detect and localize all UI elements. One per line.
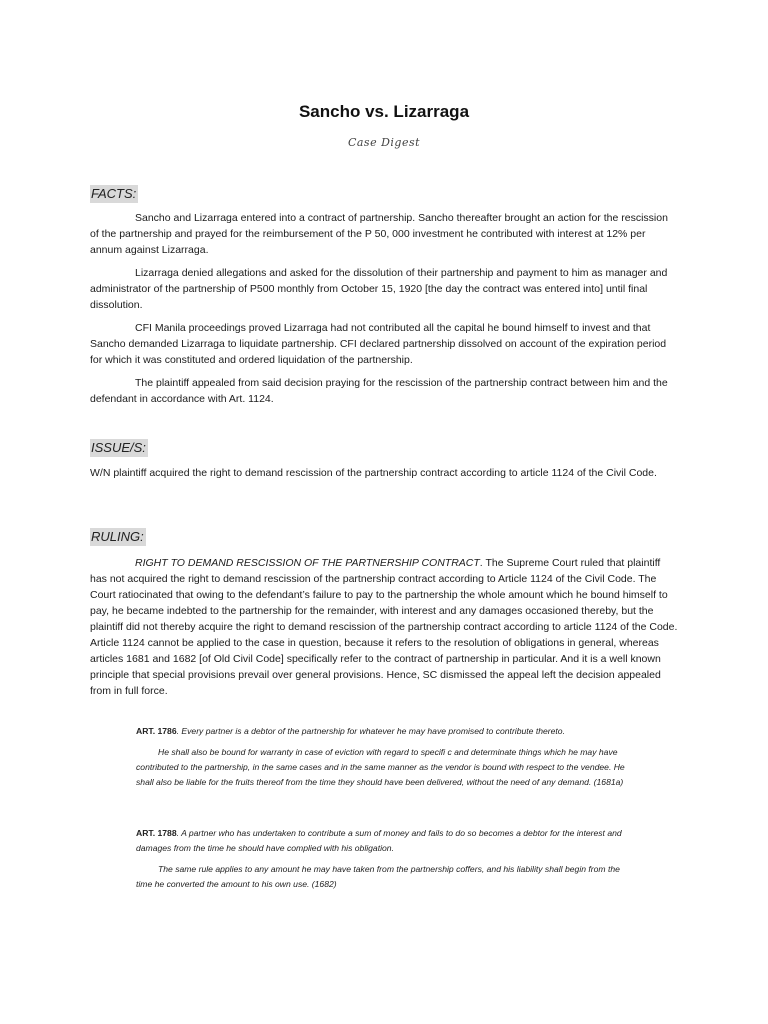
document-title: Sancho vs. Lizarraga <box>298 102 470 121</box>
article-1788-label: ART. 1788 <box>136 828 177 838</box>
ruling-paragraph <box>90 555 678 699</box>
article-1788-main <box>136 826 636 856</box>
article-1786-main <box>136 724 636 739</box>
issue-section <box>90 465 678 488</box>
issue-heading: ISSUE/S: <box>91 440 146 455</box>
ruling-lead: RIGHT TO DEMAND RESCISSION OF THE PARTNERSHIP CONTRACT <box>135 557 480 569</box>
article-1786 <box>136 724 636 796</box>
ruling-heading: RULING: <box>91 529 144 544</box>
facts-paragraph-3: CFI Manila proceedings proved Lizarraga had not contributed all the capital he bound himself to invest and that Sancho demanded Lizarraga to liquidate partnership. CFI declared partnership dissolved on account of the expiration period for which it was constituted and ordered liquidation of the partnership. <box>90 322 667 366</box>
article-1786-label: ART. 1786 <box>136 726 177 736</box>
facts-section <box>90 210 678 414</box>
ruling-text: . The Supreme Court ruled that plaintiff has not acquired the right to demand rescission of the partnership contract according to Article 1124 of the Civil Code. The Court ratiocinated that owing to the defendant’s failure to pay to the partnership the whole amount which he bound himself to pay, he became indebted to the partnership for the remainder, with interest and any damages occasioned thereby, but the plaintiff did not thereby acquire the right to demand rescission of the partnership contract according to article 1124 of the Code. Article 1124 cannot be applied to the case in question, because it refers to the resolution of obligations in general, whereas articles 1681 and 1682 [of Old Civil Code] specifically refer to the contract of partnership in particular. And it is a well known principle that special provisions prevail over general provisions. Hence, SC dismissed the appeal left the decision appealed from in full force. <box>90 557 678 697</box>
issue-text: W/N plaintiff acquired the right to demand rescission of the partnership contract according to article 1124 of the Civil Code. <box>90 467 657 479</box>
article-1786-text: . Every partner is a debtor of the partnership for whatever he may have promised to contribute thereto. <box>176 726 565 736</box>
facts-paragraph-4: The plaintiff appealed from said decision praying for the rescission of the partnership contract between him and the defendant in accordance with Art. 1124. <box>90 377 668 405</box>
article-1786-sub: He shall also be bound for warranty in case of eviction with regard to specifi c and determinate things which he may have contributed to the partnership, in the same cases and in the same manner as the vendor is bound with respect to the vendee. He shall also be liable for the fruits thereof from the time they should have been delivered, without the need of any demand. (1681a) <box>136 747 625 787</box>
facts-heading: FACTS: <box>91 186 137 201</box>
article-1788 <box>136 826 636 898</box>
article-1788-text: . A partner who has undertaken to contribute a sum of money and fails to do so becomes a debtor for the interest and damages from the time he should have complied with his obligation. <box>136 828 622 853</box>
ruling-section <box>90 555 678 706</box>
article-1788-sub: The same rule applies to any amount he may have taken from the partnership coffers, and his liability shall begin from the time he converted the amount to his own use. (1682) <box>136 864 620 889</box>
facts-paragraph-1: Sancho and Lizarraga entered into a contract of partnership. Sancho thereafter brought an action for the rescission of the partnership and prayed for the reimbursement of the P 50, 000 investment he contributed with interest at 12% per annum against Lizarraga. <box>90 212 668 256</box>
document-subtitle: Case Digest <box>347 136 421 149</box>
facts-paragraph-2: Lizarraga denied allegations and asked for the dissolution of their partnership and payment to him as manager and administrator of the partnership of P500 monthly from October 15, 1920 [the day the contract was entered into] until final dissolution. <box>90 267 668 311</box>
